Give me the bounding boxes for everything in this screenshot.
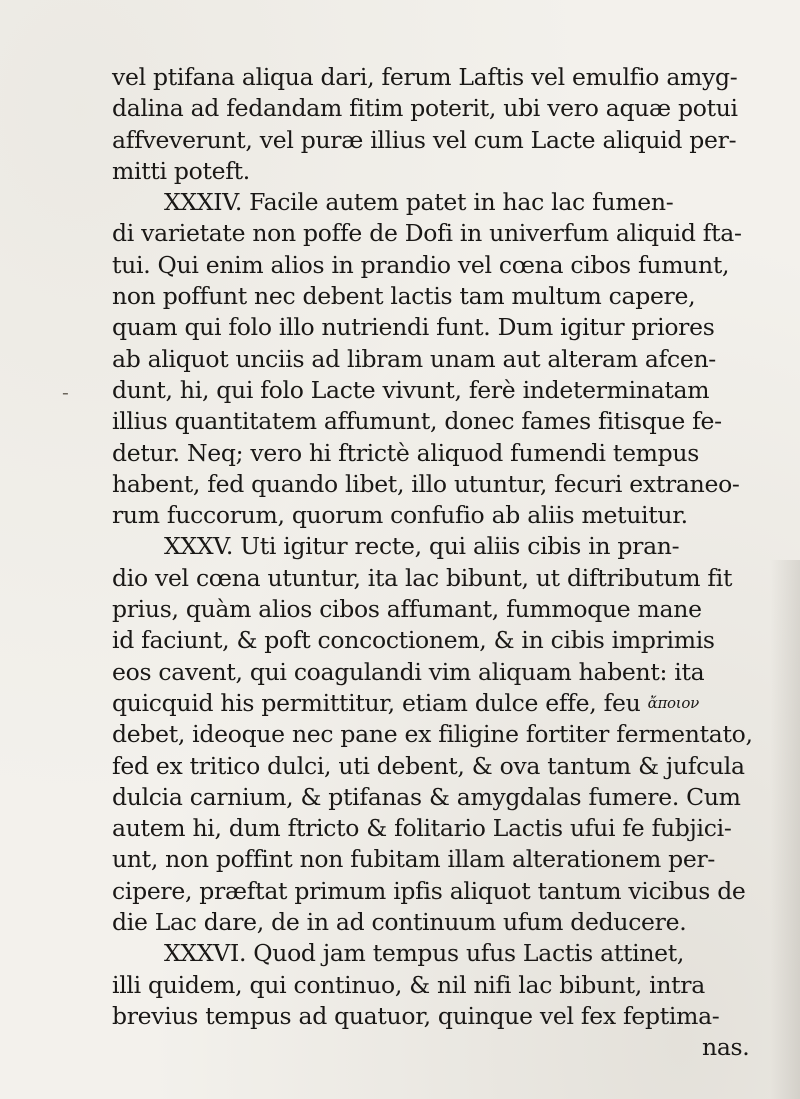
text-line: autem hi, dum ftricto & folitario Lactis ufui fe fubjici- bbox=[112, 814, 732, 843]
text-line: id faciunt, & poft concoctionem, & in cibis imprimis bbox=[112, 626, 715, 655]
text-line: dalina ad fedandam fitim poterit, ubi vero aquæ potui bbox=[112, 94, 738, 123]
text-line: ab aliquot unciis ad libram unam aut alteram afcen- bbox=[112, 344, 716, 373]
margin-mark: - bbox=[62, 380, 69, 404]
text-line: die Lac dare, de in ad continuum ufum deducere. bbox=[112, 908, 687, 937]
text-line: unt, non poffint non fubitam illam alterationem per- bbox=[112, 845, 716, 874]
text-line-with-greek bbox=[112, 688, 800, 719]
text-line: quam qui folo illo nutriendi funt. Dum igitur priores bbox=[112, 313, 715, 342]
section-heading-xxxvi: XXXVI. Quod jam tempus ufus Lactis attinet, bbox=[164, 939, 685, 968]
text-line: fed ex tritico dulci, uti debent, & ova tantum & jufcula bbox=[112, 751, 745, 780]
section-heading-xxxiv: XXXIV. Facile autem patet in hac lac fumen- bbox=[164, 188, 674, 217]
text-line: non poffunt nec debent lactis tam multum capere, bbox=[112, 282, 696, 311]
text-line: affveverunt, vel puræ illius vel cum Lacte aliquid per- bbox=[112, 125, 737, 154]
text-line-main: quicquid his permittitur, etiam dulce effe, feu bbox=[112, 688, 641, 717]
text-line: rum fuccorum, quorum confufio ab aliis metuitur. bbox=[112, 501, 688, 530]
text-line: dunt, hi, qui folo Lacte vivunt, ferè indeterminatam bbox=[112, 375, 710, 404]
text-line: debet, ideoque nec pane ex filigine fortiter fermentato, bbox=[112, 720, 753, 749]
text-line: habent, fed quando libet, illo utuntur, fecuri extraneo- bbox=[112, 469, 740, 498]
text-line: brevius tempus ad quatuor, quinque vel fex feptima- bbox=[112, 1001, 720, 1030]
text-line: detur. Neq; vero hi ftrictè aliquod fumendi tempus bbox=[112, 438, 699, 467]
text-line: dulcia carnium, & ptifanas & amygdalas fumere. Cum bbox=[112, 782, 741, 811]
greek-word: ἄποιον bbox=[647, 693, 699, 712]
text-line: cipere, præftat primum ipfis aliquot tantum vicibus de bbox=[112, 876, 746, 905]
text-line: mitti poteft. bbox=[112, 156, 250, 185]
text-line: dio vel cœna utuntur, ita lac bibunt, ut diftributum fit bbox=[112, 563, 733, 592]
text-line: vel ptifana aliqua dari, ferum Laftis vel emulfio amyg- bbox=[112, 63, 738, 91]
text-line: tui. Qui enim alios in prandio vel cœna cibos fumunt, bbox=[112, 250, 730, 279]
text-line: di varietate non poffe de Dofi in univerfum aliquid fta- bbox=[112, 219, 742, 248]
text-line-catchword: nas. bbox=[702, 1033, 750, 1062]
body-text bbox=[112, 62, 800, 1064]
text-line: prius, quàm alios cibos affumant, fummoque mane bbox=[112, 595, 702, 624]
section-heading-xxxv: XXXV. Uti igitur recte, qui aliis cibis in pran- bbox=[164, 532, 680, 561]
text-line: illius quantitatem affumunt, donec fames fitisque fe- bbox=[112, 407, 722, 436]
text-line: eos cavent, qui coagulandi vim aliquam habent: ita bbox=[112, 657, 705, 686]
text-line: illi quidem, qui continuo, & nil nifi lac bibunt, intra bbox=[112, 970, 705, 999]
